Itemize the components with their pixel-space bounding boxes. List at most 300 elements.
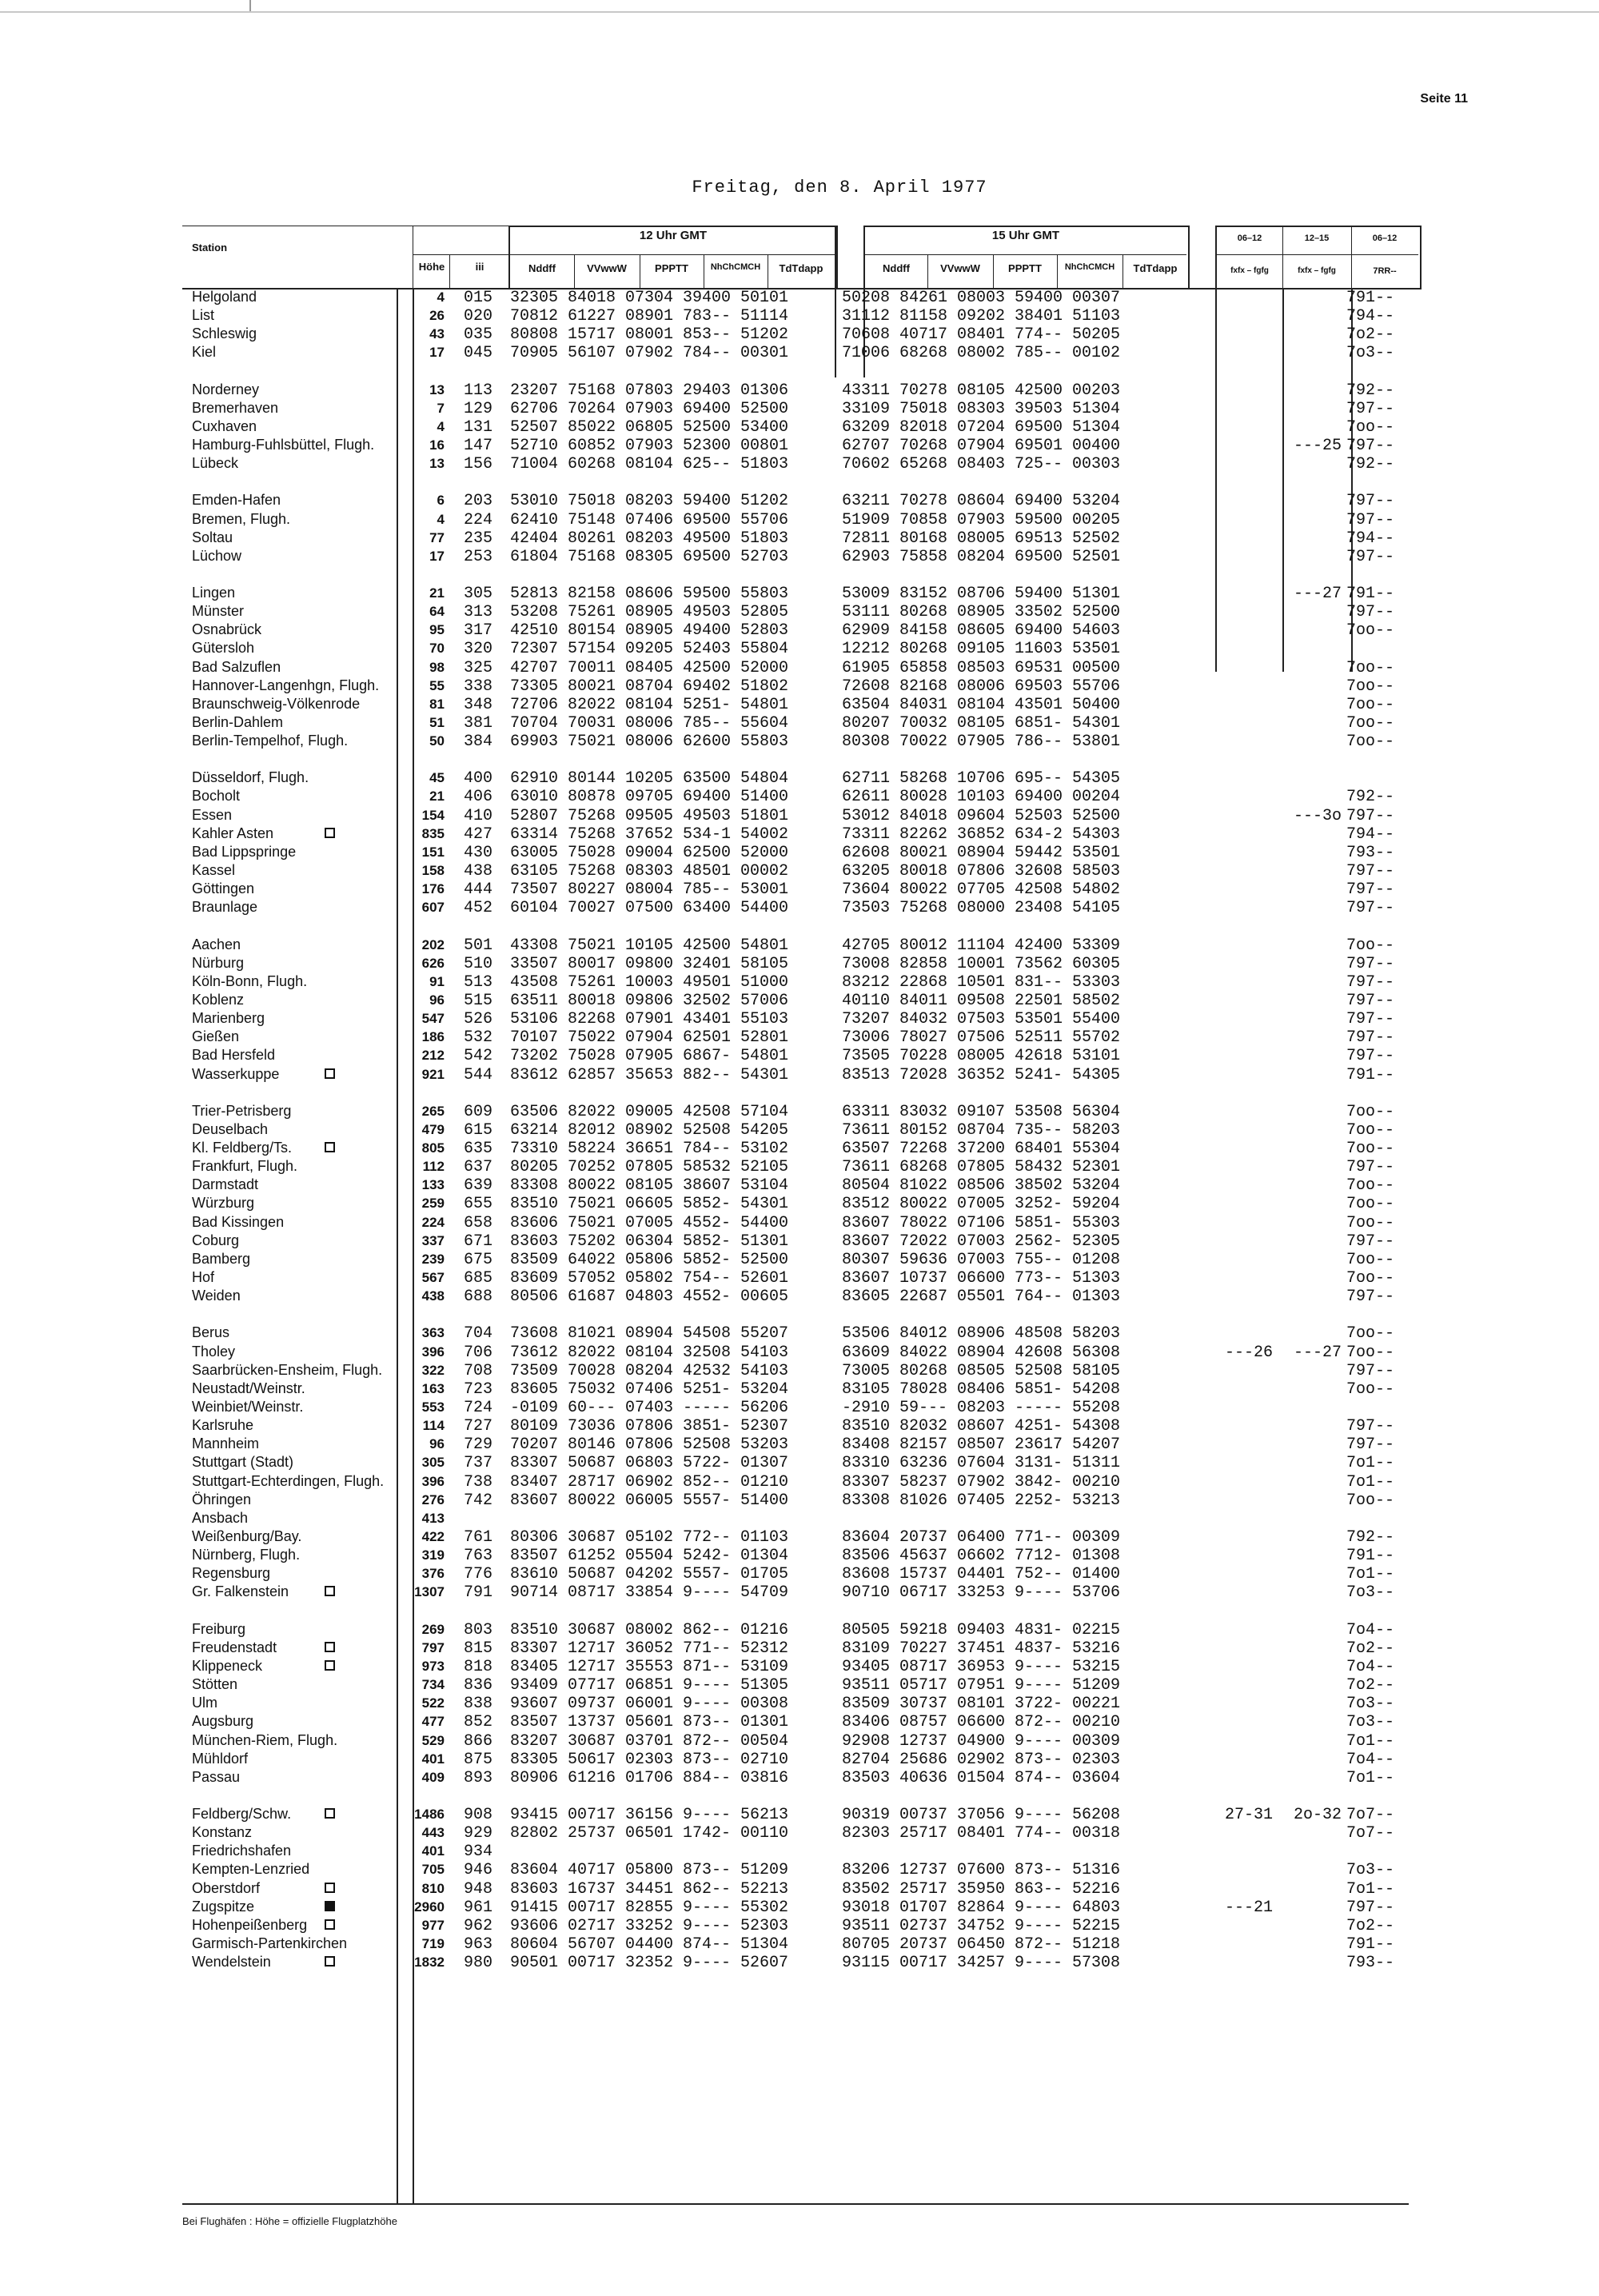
obs-12utc: 73509 70028 08204 42532 54103 — [510, 1361, 789, 1380]
obs-15utc: 63209 82018 07204 69500 51304 — [842, 417, 1121, 437]
station-name: Weinbiet/Weinstr. — [192, 1398, 304, 1415]
precip-06-12: 7oo-- — [1346, 1176, 1395, 1196]
precip-06-12: 7oo-- — [1346, 1269, 1395, 1288]
station-id: 675 — [464, 1250, 493, 1269]
station-name: Kassel — [192, 862, 236, 879]
station-name: Freudenstadt — [192, 1639, 277, 1655]
station-hoehe: 154 — [421, 807, 445, 823]
station-id: 742 — [464, 1491, 493, 1510]
station-hoehe: 337 — [421, 1232, 445, 1248]
precip-06-12: 7o2-- — [1346, 1639, 1395, 1658]
precip-06-12: 7o2-- — [1346, 1916, 1395, 1935]
precip-06-12: 791-- — [1346, 1065, 1395, 1084]
precip-06-12: 7oo-- — [1346, 1120, 1395, 1140]
obs-12utc: 70704 70031 08006 785-- 55604 — [510, 714, 789, 733]
station-id: 156 — [464, 455, 493, 474]
obs-12utc: 70905 56107 07902 784-- 00301 — [510, 344, 789, 363]
precip-06-12: 7oo-- — [1346, 1140, 1395, 1158]
station-id: 980 — [464, 1954, 493, 1973]
station-name: Osnabrück — [192, 621, 262, 638]
obs-15utc: 53012 84018 09604 52503 52500 — [842, 806, 1121, 825]
obs-15utc: 83109 70227 37451 4837- 53216 — [842, 1639, 1121, 1658]
precip-06-12: 7oo-- — [1346, 621, 1395, 641]
footnote: Bei Flughäfen : Höhe = offizielle Flugplatzhöhe — [182, 2215, 397, 2227]
station-name: Gießen — [192, 1028, 240, 1045]
station-name: Göttingen — [192, 880, 255, 897]
precip-06-12: 794-- — [1346, 825, 1395, 844]
obs-12utc: 91415 00717 82855 9---- 55302 — [510, 1898, 789, 1917]
table-row — [0, 529, 1599, 548]
square-icon — [325, 1919, 335, 1930]
table-row — [0, 1843, 1599, 1861]
table-row — [0, 381, 1599, 400]
header-15-title: 15 Uhr GMT — [991, 229, 1060, 242]
station-name: Garmisch-Partenkirchen — [192, 1935, 348, 1951]
obs-15utc: 83607 10737 06600 773-- 51303 — [842, 1269, 1121, 1288]
obs-12utc: 93415 00717 36156 9---- 56213 — [510, 1805, 789, 1824]
square-icon — [325, 1660, 335, 1671]
precip-06-12: 797-- — [1346, 1435, 1395, 1455]
obs-12utc: -0109 60--- 07403 ----- 56206 — [510, 1398, 789, 1417]
header-15-col-5: TdTdapp — [1133, 262, 1178, 274]
station-id: 946 — [464, 1861, 493, 1880]
precip-06-12: 791-- — [1346, 289, 1395, 307]
table-row — [0, 1140, 1599, 1158]
station-name: Friedrichshafen — [192, 1843, 292, 1859]
precip-06-12: 791-- — [1346, 1547, 1395, 1566]
obs-15utc: 80307 59636 07003 755-- 01208 — [842, 1250, 1121, 1269]
station-id: 723 — [464, 1380, 493, 1399]
station-name: Bremerhaven — [192, 399, 279, 416]
obs-15utc: 51909 70858 07903 59500 00205 — [842, 510, 1121, 529]
station-id: 704 — [464, 1324, 493, 1344]
obs-12utc: 93606 02717 33252 9---- 52303 — [510, 1916, 789, 1935]
header-12-col-1: Nddff — [528, 262, 556, 274]
station-id: 406 — [464, 788, 493, 807]
station-name: Lüchow — [192, 547, 242, 564]
station-name: Kempten-Lenzried — [192, 1861, 310, 1878]
table-row — [0, 1676, 1599, 1695]
station-name: Braunlage — [192, 899, 258, 916]
table-row — [0, 1435, 1599, 1454]
station-name: Nürnberg, Flugh. — [192, 1547, 301, 1563]
table-row — [0, 807, 1599, 825]
table-row — [0, 455, 1599, 473]
table-row — [0, 492, 1599, 510]
obs-12utc: 73608 81021 08904 54508 55207 — [510, 1324, 789, 1344]
station-hoehe: 212 — [421, 1048, 445, 1064]
obs-15utc: 83604 20737 06400 771-- 00309 — [842, 1528, 1121, 1547]
obs-15utc: 63311 83032 09107 53508 56304 — [842, 1102, 1121, 1121]
table-row — [0, 1344, 1599, 1362]
station-name: Darmstadt — [192, 1176, 259, 1193]
station-hoehe: 17 — [429, 548, 445, 564]
header-15-col-3: PPPTT — [1008, 262, 1042, 274]
precip-06-12: 797-- — [1346, 1028, 1395, 1048]
station-hoehe: 259 — [421, 1196, 445, 1212]
station-id: 836 — [464, 1676, 493, 1695]
station-id: 729 — [464, 1435, 493, 1455]
filled-square-icon — [325, 1901, 335, 1911]
precip-06-12: 7oo-- — [1346, 936, 1395, 955]
precip-06-12: 797-- — [1346, 437, 1395, 456]
station-id: 671 — [464, 1232, 493, 1251]
station-hoehe: 43 — [429, 326, 445, 342]
obs-12utc: 83610 50687 04202 5557- 01705 — [510, 1565, 789, 1584]
precip-06-12: 792-- — [1346, 1528, 1395, 1547]
station-id: 706 — [464, 1343, 493, 1362]
precip-06-12: 792-- — [1346, 381, 1395, 400]
table-row — [0, 640, 1599, 658]
station-hoehe: 186 — [421, 1029, 445, 1045]
station-id: 866 — [464, 1731, 493, 1751]
table-row — [0, 1214, 1599, 1232]
table-row — [0, 418, 1599, 437]
obs-12utc: 83307 50687 06803 5722- 01307 — [510, 1454, 789, 1473]
header-peak-col-1: fxfx – fgfg — [1230, 266, 1269, 275]
precip-06-12: 797-- — [1346, 806, 1395, 825]
station-hoehe: 401 — [421, 1751, 445, 1767]
obs-12utc: 83407 28717 06902 852-- 01210 — [510, 1472, 789, 1491]
station-name: Gütersloh — [192, 640, 255, 657]
station-id: 113 — [464, 381, 493, 400]
obs-12utc: 32305 84018 07304 39400 50101 — [510, 289, 789, 307]
station-hoehe: 276 — [421, 1491, 445, 1507]
precip-06-12: 797-- — [1346, 1158, 1395, 1177]
table-row — [0, 1232, 1599, 1251]
station-hoehe: 98 — [429, 659, 445, 675]
square-icon — [325, 1586, 335, 1596]
station-id: 147 — [464, 437, 493, 456]
obs-12utc: 53106 82268 07901 43401 55103 — [510, 1010, 789, 1029]
precip-06-12: 797-- — [1346, 1898, 1395, 1917]
table-row — [0, 1583, 1599, 1602]
obs-15utc: 73207 84032 07503 53501 55400 — [842, 1010, 1121, 1029]
table-row — [0, 1399, 1599, 1417]
station-hoehe: 112 — [422, 1159, 445, 1175]
obs-12utc: 83308 80022 08105 38607 53104 — [510, 1176, 789, 1196]
obs-15utc: 83510 82032 08607 4251- 54308 — [842, 1417, 1121, 1436]
table-row — [0, 769, 1599, 788]
station-name: Emden-Hafen — [192, 492, 281, 509]
station-name: Frankfurt, Flugh. — [192, 1158, 298, 1175]
peak-wind-06-12: ---26 — [1225, 1343, 1274, 1362]
table-row — [0, 992, 1599, 1010]
obs-12utc: 62410 75148 07406 69500 55706 — [510, 510, 789, 529]
obs-12utc: 33507 80017 09800 32401 58105 — [510, 954, 789, 973]
station-id: 637 — [464, 1158, 493, 1177]
obs-15utc: 62608 80021 08904 59442 53501 — [842, 843, 1121, 862]
obs-12utc: 62910 80144 10205 63500 54804 — [510, 769, 789, 789]
table-row — [0, 1103, 1599, 1121]
station-hoehe: 91 — [429, 973, 445, 989]
station-name: Hohenpeißenberg — [192, 1916, 308, 1933]
station-name: Passau — [192, 1768, 241, 1785]
station-name: Weiden — [192, 1288, 241, 1304]
obs-15utc: 73503 75268 08000 23408 54105 — [842, 899, 1121, 918]
obs-15utc: 82704 25686 02902 873-- 02303 — [842, 1750, 1121, 1769]
station-hoehe: 45 — [429, 770, 445, 786]
obs-15utc: 90710 06717 33253 9---- 53706 — [842, 1583, 1121, 1603]
station-name: Mannheim — [192, 1435, 260, 1452]
station-hoehe: 401 — [421, 1843, 445, 1859]
obs-12utc: 80906 61216 01706 884-- 03816 — [510, 1768, 789, 1787]
table-row — [0, 1510, 1599, 1528]
station-name: Bad Salzuflen — [192, 658, 281, 675]
table-row — [0, 1121, 1599, 1140]
station-name: Mühldorf — [192, 1750, 249, 1767]
station-hoehe: 1832 — [414, 1955, 445, 1971]
obs-15utc: 70608 40717 08401 774-- 50205 — [842, 325, 1121, 345]
precip-06-12: 797-- — [1346, 880, 1395, 900]
obs-12utc: 62706 70264 07903 69400 52500 — [510, 399, 789, 418]
table-row — [0, 325, 1599, 344]
station-hoehe: 158 — [421, 863, 445, 879]
obs-12utc: 83305 50617 02303 873-- 02710 — [510, 1750, 789, 1769]
obs-15utc: 62903 75858 08204 69500 52501 — [842, 547, 1121, 566]
station-name: Berus — [192, 1324, 230, 1341]
station-id: 235 — [464, 529, 493, 548]
obs-12utc: 90501 00717 32352 9---- 52607 — [510, 1954, 789, 1973]
header-15-col-1: Nddff — [883, 262, 910, 274]
precip-06-12: 7o3-- — [1346, 1695, 1395, 1714]
station-id: 510 — [464, 954, 493, 973]
obs-12utc: 83603 16737 34451 862-- 52213 — [510, 1879, 789, 1899]
station-name: Klippeneck — [192, 1657, 263, 1674]
table-row — [0, 1954, 1599, 1972]
precip-06-12: 7oo-- — [1346, 1324, 1395, 1344]
station-name: München-Riem, Flugh. — [192, 1731, 338, 1748]
station-hoehe: 70 — [429, 641, 445, 657]
obs-12utc: 83507 13737 05601 873-- 01301 — [510, 1713, 789, 1732]
station-name: Tholey — [192, 1343, 236, 1360]
obs-15utc: 62711 58268 10706 695-- 54305 — [842, 769, 1121, 789]
precip-06-12: 7o1-- — [1346, 1768, 1395, 1787]
station-name: Koblenz — [192, 991, 245, 1008]
obs-12utc: 83307 12717 36052 771-- 52312 — [510, 1639, 789, 1658]
precip-06-12: 7o4-- — [1346, 1750, 1395, 1769]
obs-15utc: 83607 72022 07003 2562- 52305 — [842, 1232, 1121, 1251]
obs-15utc: 63205 80018 07806 32608 58503 — [842, 862, 1121, 881]
station-hoehe: 7 — [437, 400, 445, 416]
table-row — [0, 677, 1599, 696]
obs-12utc: 63506 82022 09005 42508 57104 — [510, 1102, 789, 1121]
obs-15utc: 53009 83152 08706 59400 51301 — [842, 584, 1121, 603]
table-row — [0, 1713, 1599, 1731]
obs-12utc: 42707 70011 08405 42500 52000 — [510, 658, 789, 677]
precip-06-12: 7o3-- — [1346, 1583, 1395, 1603]
table-row — [0, 1454, 1599, 1472]
station-name: Wendelstein — [192, 1954, 271, 1971]
station-id: 738 — [464, 1472, 493, 1491]
square-icon — [325, 828, 335, 838]
station-id: 685 — [464, 1269, 493, 1288]
obs-15utc: 73006 78027 07506 52511 55702 — [842, 1028, 1121, 1048]
station-name: Norderney — [192, 381, 260, 397]
obs-12utc: 83207 30687 03701 872-- 00504 — [510, 1731, 789, 1751]
station-hoehe: 607 — [421, 900, 445, 916]
header-12-col-3: PPPTT — [655, 262, 688, 274]
header-station-box — [182, 226, 508, 288]
station-name: Schleswig — [192, 325, 257, 342]
obs-15utc: 90319 00737 37056 9---- 56208 — [842, 1805, 1121, 1824]
table-row — [0, 1565, 1599, 1583]
obs-15utc: 80308 70022 07905 786-- 53801 — [842, 733, 1121, 752]
precip-06-12: 797-- — [1346, 954, 1395, 973]
station-hoehe: 21 — [429, 789, 445, 805]
station-hoehe: 479 — [421, 1121, 445, 1137]
station-hoehe: 477 — [421, 1714, 445, 1730]
precip-06-12: 7oo-- — [1346, 677, 1395, 696]
obs-12utc: 83510 30687 08002 862-- 01216 — [510, 1620, 789, 1639]
station-name: Bremen, Flugh. — [192, 510, 291, 527]
precip-06-12: 7oo-- — [1346, 1213, 1395, 1232]
obs-15utc: 73505 70228 08005 42618 53101 — [842, 1047, 1121, 1066]
station-hoehe: 26 — [429, 308, 445, 324]
obs-15utc: 31112 81158 09202 38401 51103 — [842, 307, 1121, 326]
header-peak-sub-rule — [1217, 254, 1418, 255]
obs-15utc: 72811 80168 08005 69513 52502 — [842, 529, 1121, 548]
table-row — [0, 1288, 1599, 1306]
station-id: 317 — [464, 621, 493, 641]
table-row — [0, 1880, 1599, 1899]
table-row — [0, 1732, 1599, 1751]
obs-15utc: 83406 08757 06600 872-- 00210 — [842, 1713, 1121, 1732]
obs-15utc: 63507 72268 37200 68401 55304 — [842, 1140, 1121, 1158]
square-icon — [325, 1068, 335, 1079]
obs-15utc: 61905 65858 08503 69531 00500 — [842, 658, 1121, 677]
station-name: Zugspitze — [192, 1898, 255, 1915]
station-id: 427 — [464, 825, 493, 844]
obs-12utc: 83510 75021 06605 5852- 54301 — [510, 1195, 789, 1214]
station-id: 609 — [464, 1102, 493, 1121]
precip-06-12: 7o3-- — [1346, 1713, 1395, 1732]
station-hoehe: 626 — [421, 955, 445, 971]
station-name: Hof — [192, 1269, 215, 1286]
obs-12utc: 63314 75268 37652 534-1 54002 — [510, 825, 789, 844]
precip-06-12: 797-- — [1346, 1288, 1395, 1307]
station-name: Berlin-Dahlem — [192, 714, 284, 730]
obs-15utc: 63609 84022 08904 42608 56308 — [842, 1343, 1121, 1362]
station-id: 934 — [464, 1843, 493, 1862]
header-12-title: 12 Uhr GMT — [639, 229, 708, 242]
obs-15utc: 71006 68268 08002 785-- 00102 — [842, 344, 1121, 363]
obs-15utc: 80505 59218 09403 4831- 02215 — [842, 1620, 1121, 1639]
station-hoehe: 376 — [421, 1566, 445, 1582]
precip-06-12: 7oo-- — [1346, 417, 1395, 437]
station-name: Berlin-Tempelhof, Flugh. — [192, 733, 349, 749]
obs-15utc: 80207 70032 08105 6851- 54301 — [842, 714, 1121, 733]
station-id: 430 — [464, 843, 493, 862]
station-id: 532 — [464, 1028, 493, 1048]
square-icon — [325, 1883, 335, 1893]
station-id: 708 — [464, 1361, 493, 1380]
station-hoehe: 810 — [421, 1880, 445, 1896]
obs-12utc: 53010 75018 08203 59400 51202 — [510, 492, 789, 511]
station-hoehe: 835 — [421, 825, 445, 841]
station-name: Bad Hersfeld — [192, 1047, 276, 1064]
obs-12utc: 53208 75261 08905 49503 52805 — [510, 603, 789, 622]
obs-12utc: 80205 70252 07805 58532 52105 — [510, 1158, 789, 1177]
obs-12utc: 43508 75261 10003 49501 51000 — [510, 972, 789, 992]
obs-12utc: 70812 61227 08901 783-- 51114 — [510, 307, 789, 326]
obs-12utc: 61804 75168 08305 69500 52703 — [510, 547, 789, 566]
station-name: Braunschweig-Völkenrode — [192, 695, 361, 712]
precip-06-12: 7o3-- — [1346, 344, 1395, 363]
station-hoehe: 322 — [421, 1362, 445, 1378]
station-id: 803 — [464, 1620, 493, 1639]
station-name: Ansbach — [192, 1509, 249, 1526]
header-peak-col-3: 7RR-- — [1373, 266, 1397, 276]
table-row — [0, 621, 1599, 640]
table-row — [0, 1935, 1599, 1954]
station-id: 544 — [464, 1065, 493, 1084]
station-hoehe: 64 — [429, 604, 445, 620]
station-id: 761 — [464, 1528, 493, 1547]
precip-06-12: 797-- — [1346, 1010, 1395, 1029]
station-name: Öhringen — [192, 1491, 252, 1507]
station-hoehe: 239 — [421, 1251, 445, 1267]
precip-06-12: 797-- — [1346, 899, 1395, 918]
table-row — [0, 1417, 1599, 1435]
station-id: 384 — [464, 733, 493, 752]
obs-15utc: 93405 08717 36953 9---- 53215 — [842, 1657, 1121, 1676]
station-hoehe: 224 — [421, 1214, 445, 1230]
station-name: Köln-Bonn, Flugh. — [192, 972, 308, 989]
square-icon — [325, 1642, 335, 1652]
obs-12utc: 73612 82022 08104 32508 54103 — [510, 1343, 789, 1362]
obs-15utc: 43311 70278 08105 42500 00203 — [842, 381, 1121, 400]
station-name: Saarbrücken-Ensheim, Flugh. — [192, 1361, 383, 1378]
precip-06-12: 797-- — [1346, 547, 1395, 566]
station-id: 658 — [464, 1213, 493, 1232]
obs-15utc: 63504 84031 08104 43501 50400 — [842, 695, 1121, 714]
header-peak-period-1: 06–12 — [1237, 234, 1262, 243]
table-row — [0, 1547, 1599, 1565]
table-row — [0, 1473, 1599, 1491]
table-row — [0, 1066, 1599, 1084]
precip-06-12: 7oo-- — [1346, 1380, 1395, 1399]
table-row — [0, 1047, 1599, 1065]
obs-15utc: 73611 80152 08704 735-- 58203 — [842, 1120, 1121, 1140]
header-12-sub-rule — [510, 254, 835, 255]
station-hoehe: 13 — [429, 381, 445, 397]
table-row — [0, 1899, 1599, 1917]
square-icon — [325, 1808, 335, 1819]
precip-06-12: 797-- — [1346, 603, 1395, 622]
precip-06-12: 7oo-- — [1346, 1102, 1395, 1121]
header-peak-period-2: 12–15 — [1304, 234, 1330, 243]
scan-edge-mark — [249, 0, 251, 11]
station-id: 635 — [464, 1140, 493, 1158]
station-hoehe: 547 — [421, 1011, 445, 1027]
station-name: Stötten — [192, 1676, 238, 1693]
table-row — [0, 1028, 1599, 1047]
station-name: Konstanz — [192, 1824, 253, 1841]
precip-06-12: 797-- — [1346, 1361, 1395, 1380]
table-row — [0, 899, 1599, 917]
station-hoehe: 529 — [421, 1732, 445, 1748]
table-row — [0, 844, 1599, 862]
station-hoehe: 319 — [421, 1547, 445, 1563]
station-name: Freiburg — [192, 1620, 246, 1637]
station-hoehe: 1307 — [414, 1584, 445, 1600]
station-hoehe: 4 — [437, 511, 445, 527]
precip-06-12: 797-- — [1346, 972, 1395, 992]
station-name: Bad Lippspringe — [192, 843, 297, 860]
table-row — [0, 788, 1599, 806]
page-date: Freitag, den 8. April 1977 — [692, 178, 987, 198]
